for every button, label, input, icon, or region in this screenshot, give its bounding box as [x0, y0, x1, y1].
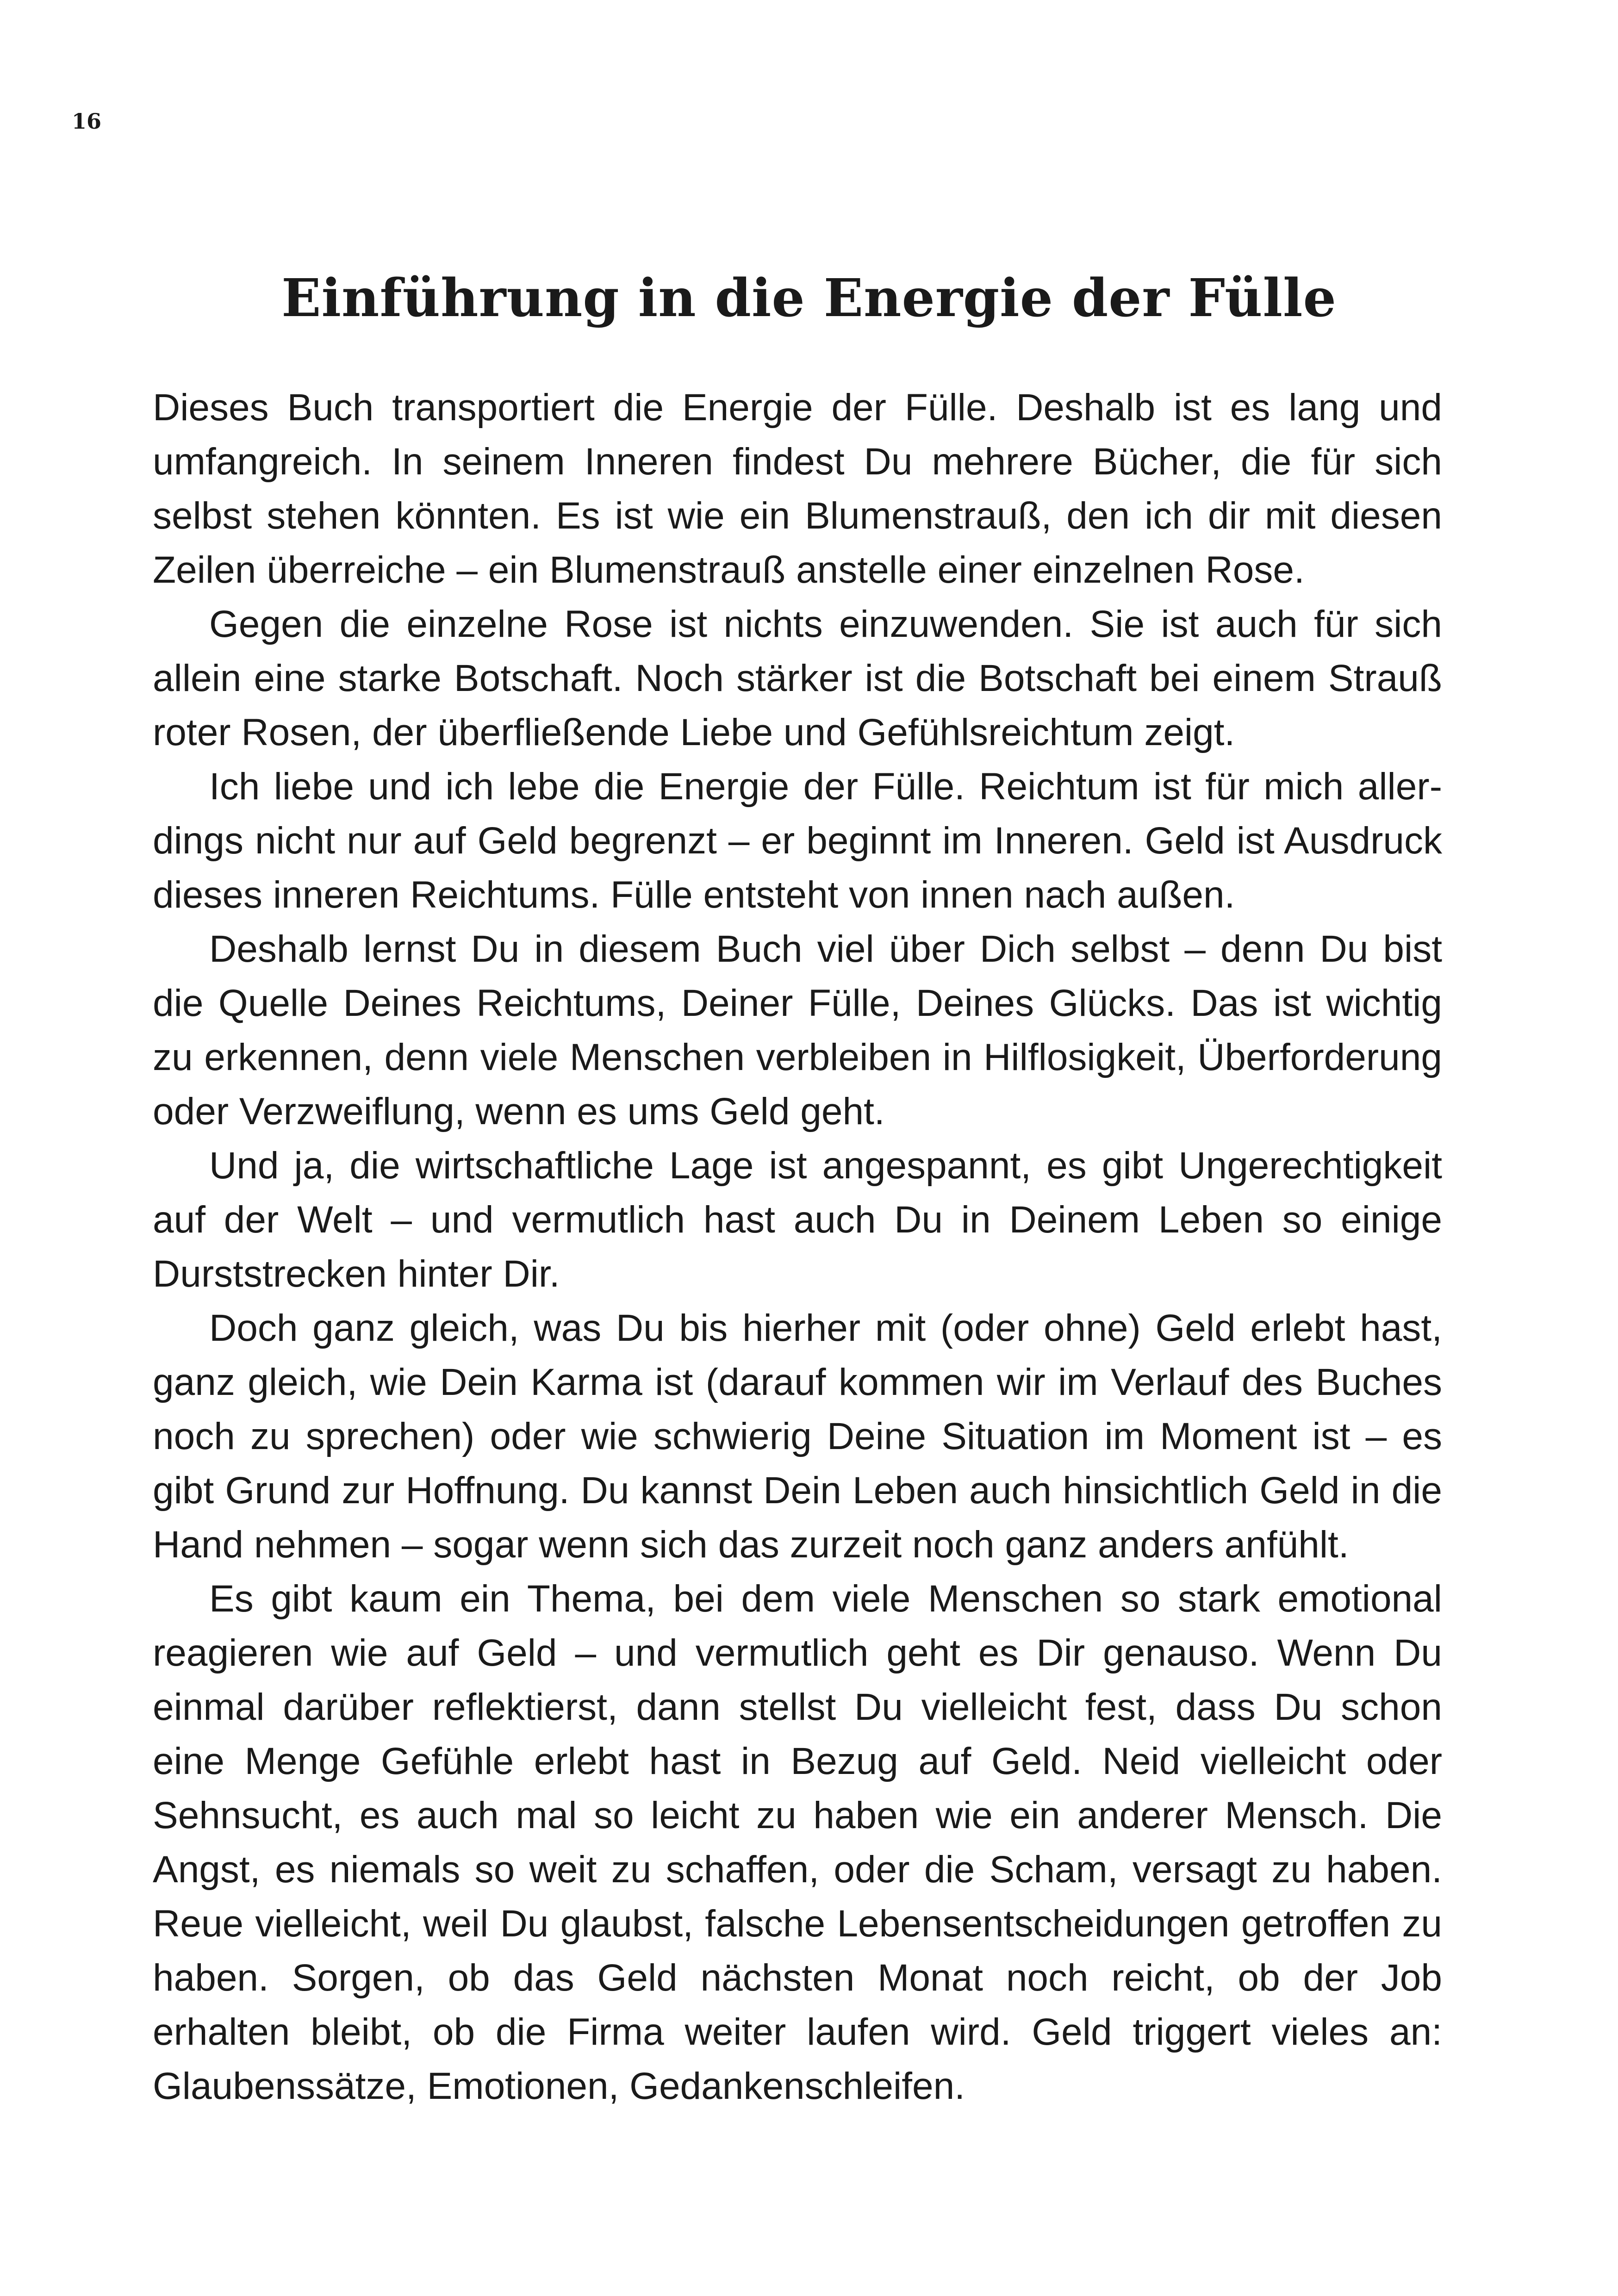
paragraph: Deshalb lernst Du in diesem Buch viel über Dich selbst – denn Du bist die Quelle Deines Reichtums, Deiner Fülle, Deines Glücks. Das ist wichtig zu erkennen, denn viele Menschen verbleiben in Hilflosigkeit, Überforderung oder Verzweiflung, wenn es ums Geld geht. [153, 928, 1442, 1132]
paragraph: Und ja, die wirtschaftliche Lage ist angespannt, es gibt Ungerechtigkeit auf der Welt – und vermutlich hast auch Du in Deinem Leben so einige Durststrecken hinter Dir. [153, 1145, 1442, 1295]
paragraph: Dieses Buch transportiert die Energie der Fülle. Deshalb ist es lang und umfangreich. In seinem Inneren findest Du mehrere Bücher, die für sich selbst stehen könnten. Es ist wie ein Blumenstrauß, den ich dir mit diesen Zeilen überreiche – ein Blumenstrauß anstelle einer einzelnen Rose. [153, 386, 1442, 591]
paragraph: Doch ganz gleich, was Du bis hierher mit (oder ohne) Geld erlebt hast, ganz gleich, wie Dein Karma ist (darauf kommen wir im Verlauf des Buches noch zu sprechen) oder wie schwierig Deine Situation im Moment ist – es gibt Grund zur Hoffnung. Du kannst Dein Leben auch hinsichtlich Geld in die Hand nehmen – sogar wenn sich das zurzeit noch ganz anders anfühlt. [153, 1307, 1442, 1566]
paragraph: Ich liebe und ich lebe die Energie der Fülle. Reichtum ist für mich allerdings nicht nur auf Geld begrenzt – er beginnt im Inneren. Geld ist Ausdruck dieses inneren Reichtums. Fülle entsteht von innen nach außen. [153, 765, 1442, 916]
body-text [153, 380, 1442, 2113]
chapter-title: Einführung in die Energie der Fülle [281, 268, 1337, 329]
page-number: 16 [72, 109, 102, 134]
paragraph: Gegen die einzelne Rose ist nichts einzuwenden. Sie ist auch für sich allein eine starke Botschaft. Noch stärker ist die Botschaft bei einem Strauß roter Rosen, der überfließende Liebe und Gefühlsreichtum zeigt. [153, 603, 1442, 753]
paragraph: Es gibt kaum ein Thema, bei dem viele Menschen so stark emotional reagieren wie auf Geld – und vermutlich geht es Dir genauso. Wenn Du einmal darüber reflektierst, dann stellst Du vielleicht fest, dass Du schon eine Menge Gefühle erlebt hast in Bezug auf Geld. Neid vielleicht oder Sehnsucht, es auch mal so leicht zu haben wie ein anderer Mensch. Die Angst, es niemals so weit zu schaffen, oder die Scham, versagt zu haben. Reue vielleicht, weil Du glaubst, falsche Lebensentscheidungen getroffen zu haben. Sorgen, ob das Geld nächsten Monat noch reicht, ob der Job erhalten bleibt, ob die Firma weiter laufen wird. Geld triggert vieles an: Glaubenssätze, Emotionen, Gedankenschleifen. [153, 1578, 1442, 2107]
